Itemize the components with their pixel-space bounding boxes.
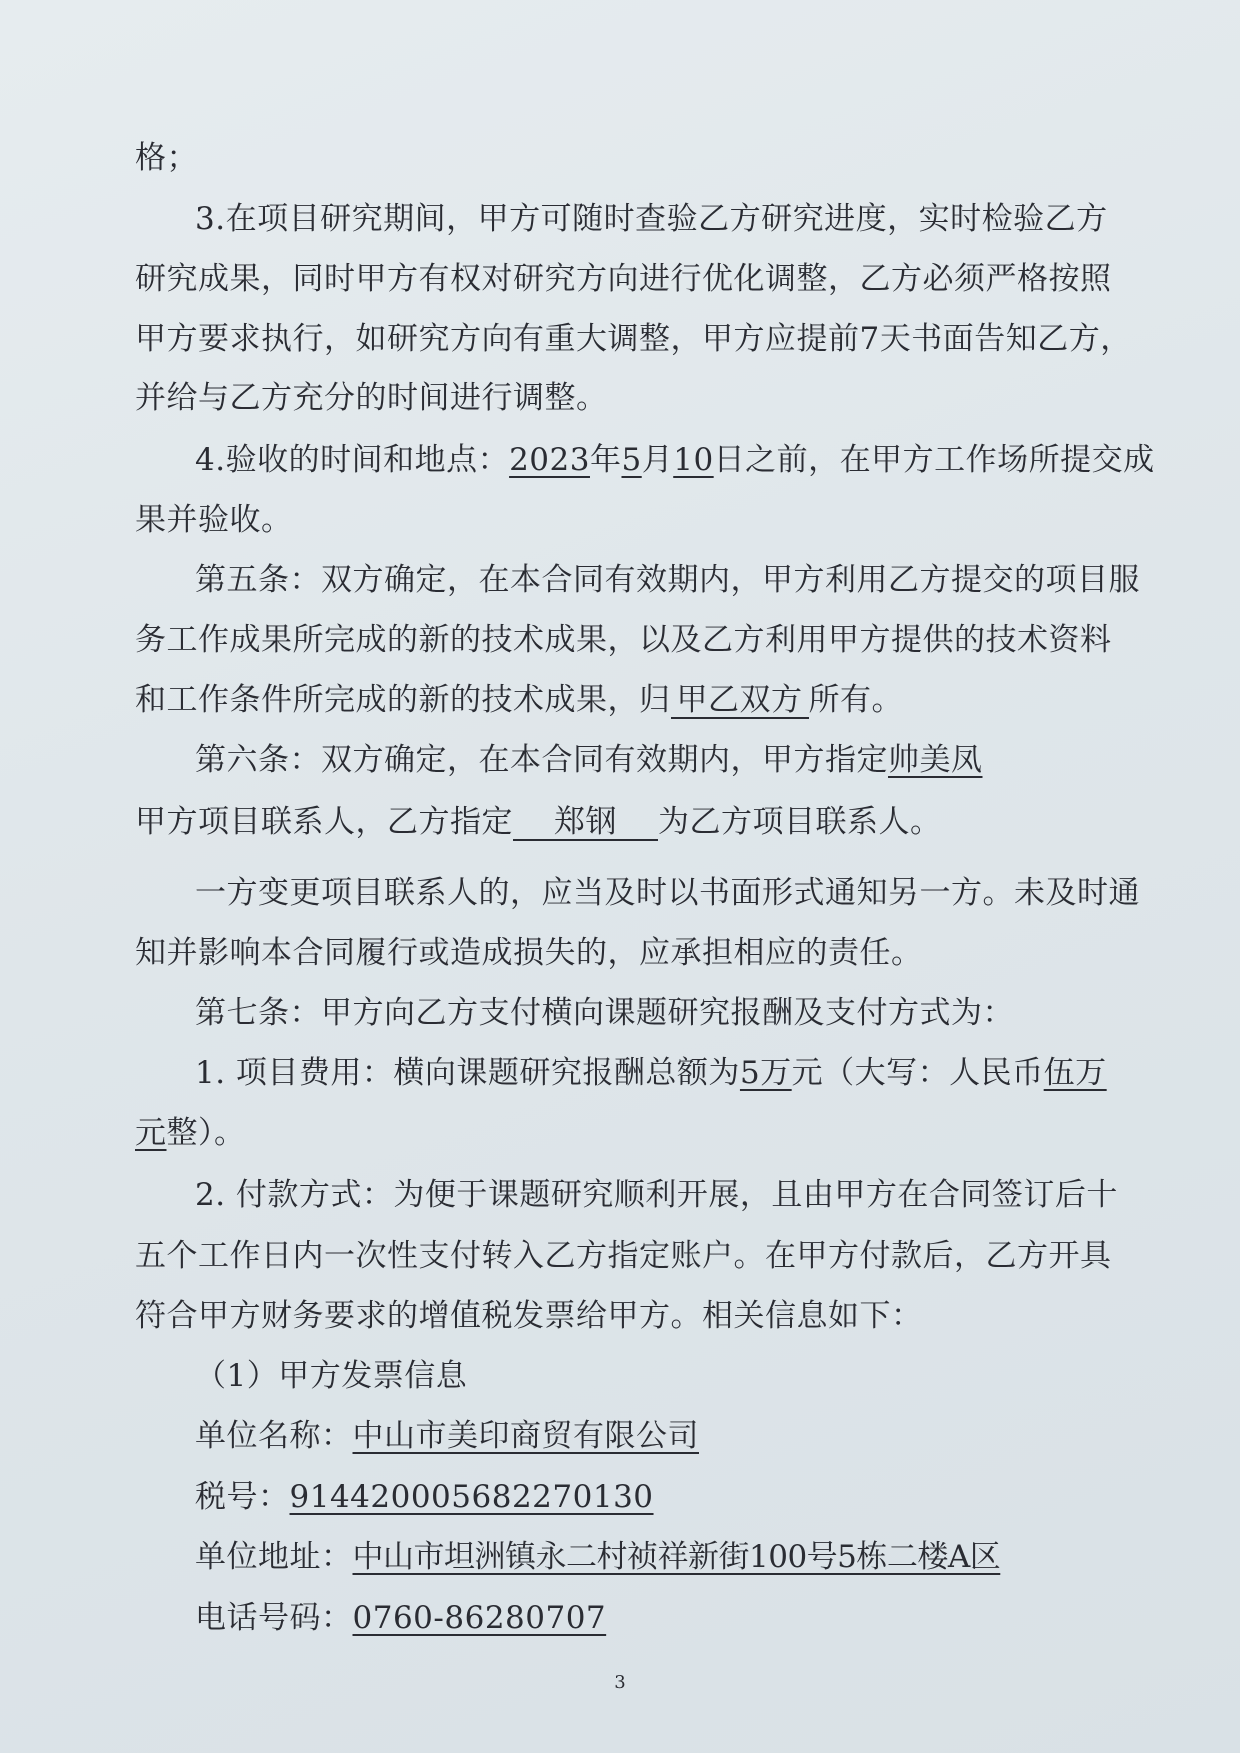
address-value: 中山市坦洲镇永二村祯祥新街100号5栋二楼A区 — [352, 1539, 1001, 1575]
fee-line-1: 1. 项目费用：横向课题研究报酬总额为5万元（大写：人民币伍万 — [195, 1055, 1107, 1091]
contact-change-line-2: 知并影响本合同履行或造成损失的，应承担相应的责任。 — [135, 935, 923, 971]
article-5-line-2: 务工作成果所完成的新的技术成果，以及乙方利用甲方提供的技术资料 — [135, 622, 1112, 658]
contact-change-line-1: 一方变更项目联系人的，应当及时以书面形式通知另一方。未及时通 — [195, 875, 1140, 911]
fee-amount-uppercase: 伍万 — [1043, 1055, 1107, 1091]
clause-3-line-2: 研究成果，同时甲方有权对研究方向进行优化调整，乙方必须严格按照 — [135, 261, 1112, 297]
payment-line-1: 2. 付款方式：为便于课题研究顺利开展，且由甲方在合同签订后十 — [195, 1177, 1118, 1213]
article-5-line-1: 第五条：双方确定，在本合同有效期内，甲方利用乙方提交的项目服 — [195, 562, 1140, 598]
invoice-phone: 电话号码：0760-86280707 — [195, 1600, 607, 1636]
text-line: 格； — [135, 140, 198, 176]
acceptance-month: 5 — [621, 442, 642, 478]
article-5-line-3: 和工作条件所完成的新的技术成果，归 甲乙双方 所有。 — [135, 682, 903, 718]
invoice-info-heading: （1）甲方发票信息 — [195, 1358, 468, 1394]
invoice-address: 单位地址：中山市坦洲镇永二村祯祥新街100号5栋二楼A区 — [195, 1539, 1001, 1575]
page-number: 3 — [614, 1672, 626, 1693]
phone-value: 0760-86280707 — [352, 1600, 607, 1636]
payment-line-2: 五个工作日内一次性支付转入乙方指定账户。在甲方付款后，乙方开具 — [135, 1238, 1112, 1274]
clause-3-line-3: 甲方要求执行，如研究方向有重大调整，甲方应提前7天书面告知乙方， — [135, 321, 1132, 357]
party-b-contact: 郑钢 — [513, 805, 658, 841]
acceptance-year: 2023 — [509, 442, 590, 478]
company-name-value: 中山市美印商贸有限公司 — [352, 1418, 699, 1454]
tax-id-value: 914420005682270130 — [289, 1479, 654, 1515]
party-a-contact: 帅美凤 — [888, 742, 983, 778]
clause-3-line-1: 3.在项目研究期间，甲方可随时查验乙方研究进度，实时检验乙方 — [195, 201, 1108, 237]
invoice-tax-id: 税号：914420005682270130 — [195, 1479, 654, 1515]
invoice-company-name: 单位名称：中山市美印商贸有限公司 — [195, 1418, 699, 1454]
acceptance-line: 4.验收的时间和地点：2023年5月10日之前，在甲方工作场所提交成 — [195, 442, 1155, 478]
acceptance-day: 10 — [673, 442, 714, 478]
article-6-line-2: 甲方项目联系人，乙方指定 郑钢 为乙方项目联系人。 — [135, 804, 942, 840]
ownership-field: 甲乙双方 — [671, 683, 809, 719]
clause-3-line-4: 并给与乙方充分的时间进行调整。 — [135, 380, 608, 416]
fee-amount: 5万 — [739, 1055, 792, 1091]
payment-line-3: 符合甲方财务要求的增值税发票给甲方。相关信息如下： — [135, 1298, 923, 1334]
article-6-line-1: 第六条：双方确定，在本合同有效期内，甲方指定帅美凤 — [195, 742, 983, 778]
fee-line-2: 元整）。 — [135, 1115, 246, 1151]
acceptance-line-2: 果并验收。 — [135, 502, 293, 538]
article-7-heading: 第七条：甲方向乙方支付横向课题研究报酬及支付方式为： — [195, 995, 1014, 1031]
